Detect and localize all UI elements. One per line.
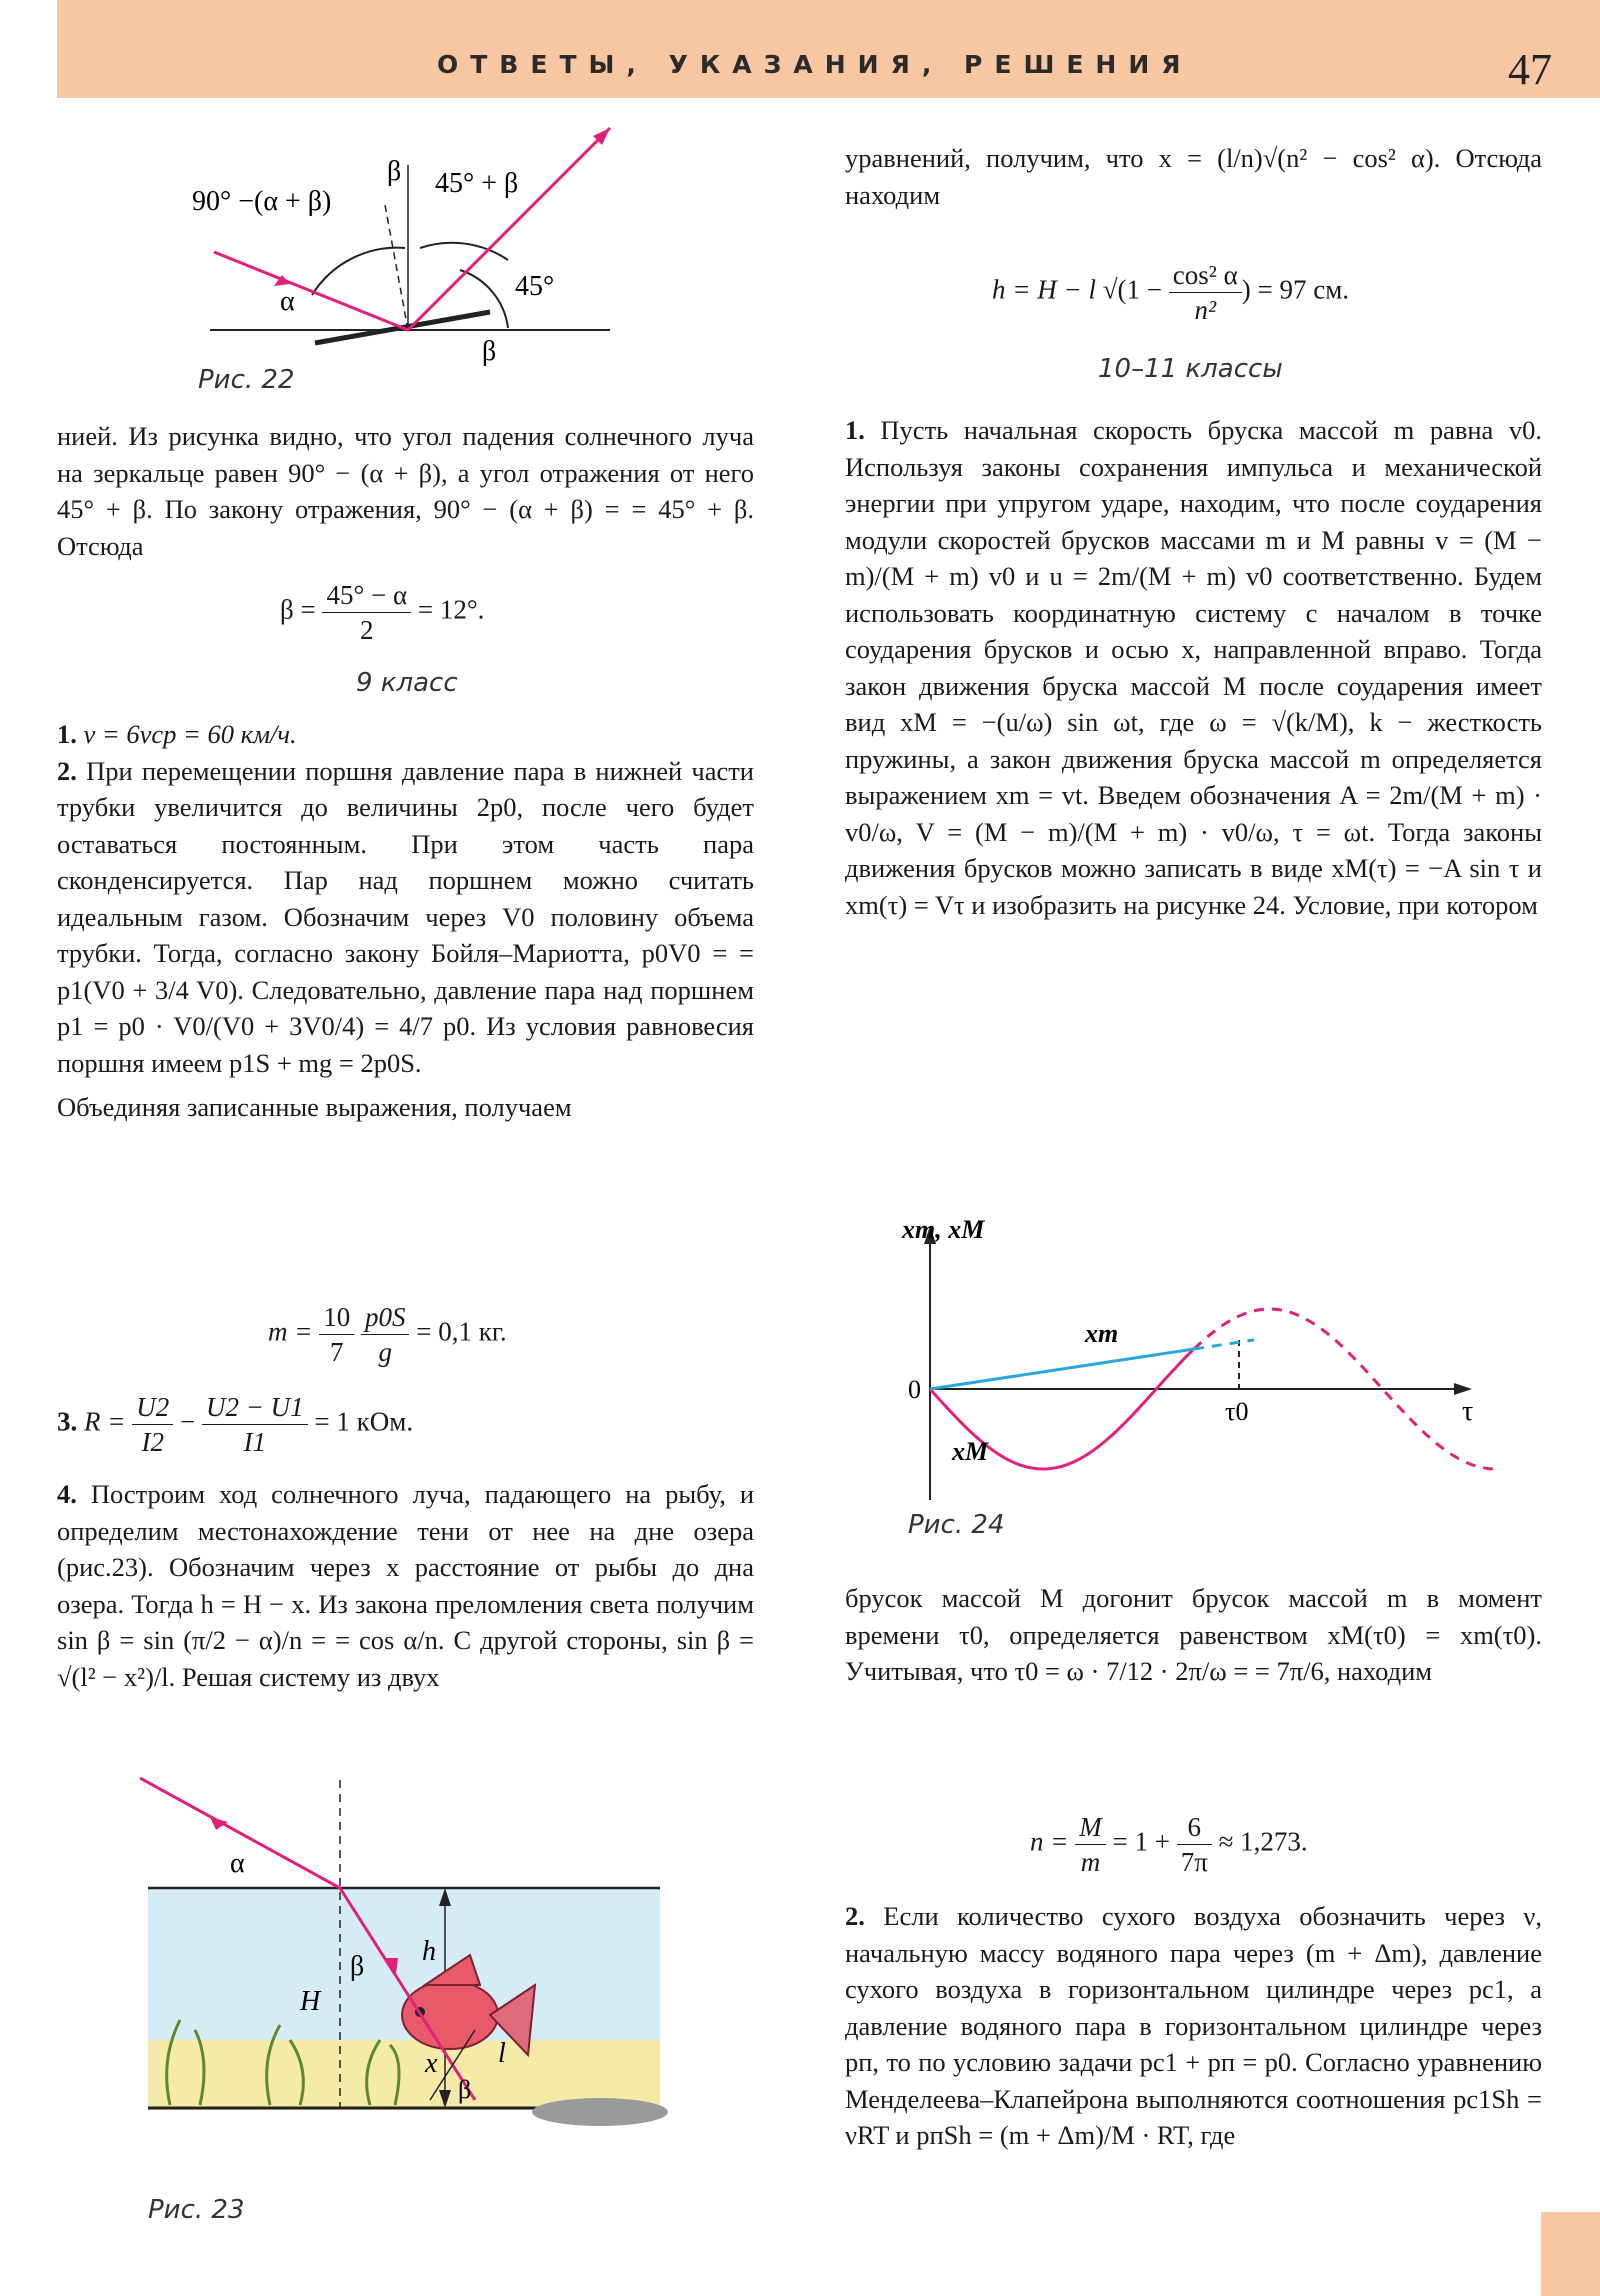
item-10-1: 1. Пусть начальная скорость бруска массой m равна v0. Используя законы сохранения импульса и механической энергии при упругом ударе, находим, что после соударения модули скоростей брусков массами m и M равны v = (M − m)/(M + m) v0 и u = 2m/(M + m) v0 соответственно. Будем использовать координатную систему с началом в точке соударения брусков и осью x, направленной вправо. Тогда закон движения бруска массой M после соударения имеет вид xM = −(u/ω) sin ωt, где ω = √(k/M), k − жесткость пружины, а закон движения бруска массой m определяется выражением xm = vt. Введем обозначения A = 2m/(M + m) · v0/ω, V = (M − m)/(M + m) · v0/ω, τ = ωt. Тогда законы движения брусков можно записать в виде xM(τ) = −A sin τ и xm(τ) = Vτ и изобразить на рисунке 24. Условие, при котором [845, 415, 1542, 920]
fig22-label-top-right: 45° + β [435, 168, 519, 199]
figure-24 [880, 1220, 1500, 1520]
fig24-tau0: τ0 [1225, 1397, 1249, 1426]
item-3: 3. R = $\frac{U2}{I2}$ − $\frac{U2 - U1}{I1}$ = 1 кОм. [57, 1392, 414, 1457]
right-para-top [845, 140, 1542, 213]
paragraph-reflection: нией. Из рисунка видно, что угол падения солнечного луча на зеркальце равен 90° − (α + β), а угол отражения от него 45° + β. По закону отражения, 90° − (α + β) = = 45° + β. Отсюда [57, 421, 754, 561]
fig24-xm-label: xm [1085, 1319, 1119, 1348]
fig23-label-x: x [425, 2048, 438, 2079]
item-2-tail: Объединяя записанные выражения, получаем [57, 1092, 572, 1122]
item-1: 1. v = 6vср = 60 км/ч. [57, 719, 297, 749]
left-items [57, 716, 754, 1126]
fig22-label-alpha: α [280, 286, 295, 317]
fig24-y-label: xm, xM [902, 1220, 985, 1244]
item-10-1-cont: брусок массой M догонит брусок массой m в момент времени τ0, определяется равенством xM(τ0) = xm(τ0). Учитывая, что τ0 = ω · 7/12 · 2π/ω = = 7π/6, находим [845, 1583, 1542, 1686]
page-number: 47 [1508, 45, 1552, 94]
section-9-class: 9 класс [356, 668, 458, 698]
fig23-label-alpha: α [230, 1848, 245, 1879]
right-item-1-cont [845, 1580, 1542, 1690]
page-header [57, 0, 1600, 98]
item-2: 2. При перемещении поршня давление пара в нижней части трубки увеличится до величины 2p0, после чего будет оставаться постоянным. При этом часть пара сконденсируется. Пар над поршнем можно считать идеальным газом. Обозначим через V0 половину объема трубки. Тогда, согласно закону Бойля–Мариотта, p0V0 = = p1(V0 + 3/4 V0). Следовательно, давление пара над поршнем p1 = p0 · V0/(V0 + 3V0/4) = 4/7 p0. Из условия равновесия поршня имеем p1S + mg = 2p0S. [57, 755, 754, 1078]
paragraph-top: уравнений, получим, что x = (l/n)√(n² − cos² α). Отсюда находим [845, 143, 1542, 210]
formula-beta: β = $\frac{45^\circ - \alpha}{2}$ = 12°. [280, 580, 485, 645]
fig22-label-beta-bottom: β [482, 336, 497, 367]
right-item-2 [845, 1898, 1542, 2154]
figure-23 [140, 1760, 680, 2140]
item-4: 4. Построим ход солнечного луча, падающего на рыбу, и определим местонахождение тени от нее на дне озера (рис.23). Обозначим через x расстояние от рыбы до дна озера. Тогда h = H − x. Из закона преломления света получим sin β = sin (π/2 − α)/n = = cos α/n. С другой стороны, sin β = √(l² − x²)/l. Решая систему из двух [57, 1479, 754, 1692]
figure-23-caption: Рис. 23 [148, 2195, 245, 2225]
formula-h: h = H − l √(1 − $\frac{\text{cos² α}}{\text{n²}}$ ) = 97 см. [992, 260, 1350, 325]
formula-m: m = $\frac{10}{7}$ $\frac{p0S}{g}$ = 0,1 кг. [268, 1302, 507, 1367]
figure-22 [190, 110, 660, 370]
fig23-label-H: H [300, 1986, 321, 2017]
figure-22-caption: Рис. 22 [198, 365, 295, 395]
fig23-label-h: h [422, 1936, 436, 1967]
fig24-xM-label: xM [952, 1437, 989, 1466]
right-item-1 [845, 412, 1542, 923]
formula-n: n = $\frac{M}{m}$ = 1 + $\frac{6}{7\pi}$ ≈ 1,273. [1030, 1812, 1308, 1877]
xm-line [930, 1349, 1194, 1389]
fig22-label-top-left: 90° −(α + β) [192, 186, 332, 217]
fig22-label-45: 45° [515, 271, 555, 302]
left-column [57, 418, 754, 564]
xm-line-dashed [1194, 1340, 1254, 1349]
fig22-label-beta-top: β [387, 156, 402, 187]
fig24-origin: 0 [908, 1375, 921, 1404]
header-title: ОТВЕТЫ, УКАЗАНИЯ, РЕШЕНИЯ [437, 50, 1193, 79]
item-10-2: 2. Если количество сухого воздуха обозначить через ν, начальную массу водяного пара через (m + Δm), давление сухого воздуха в горизонтальном цилиндре через pс1, а давление водяного пара в горизонтальном цилиндре через pп, то по условию задачи pс1 + pп = p0. Согласно уравнению Менделеева–Клапейрона выполняются соотношения pс1Sh = νRT и pпSh = (m + Δm)/M · RT, где [845, 1901, 1543, 2150]
fig23-label-l: l [498, 2038, 506, 2069]
figure-24-caption: Рис. 24 [908, 1510, 1005, 1540]
fig23-label-beta-bottom: β [458, 2075, 472, 2104]
corner-tab [1541, 2212, 1600, 2296]
left-item-4 [57, 1476, 754, 1695]
section-10-11-class: 10–11 классы [1098, 354, 1283, 384]
fig23-label-beta: β [350, 1951, 365, 1982]
fig24-x-label: τ [1462, 1396, 1474, 1427]
